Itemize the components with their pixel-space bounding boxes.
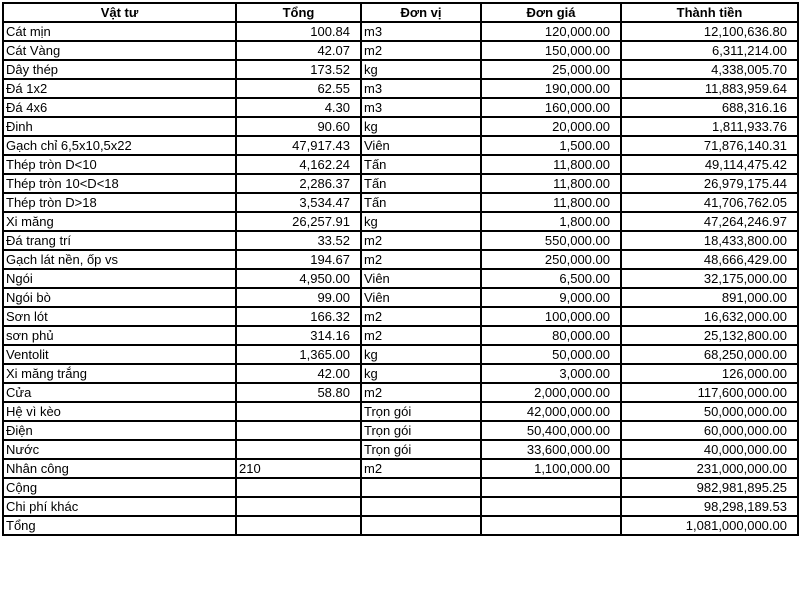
cell-amount[interactable]: 25,132,800.00	[621, 326, 798, 345]
table-row	[3, 231, 798, 250]
summary-amount[interactable]: 98,298,189.53	[621, 497, 798, 516]
header-item[interactable]: Vật tư	[3, 3, 236, 22]
cell-amount[interactable]: 12,100,636.80	[621, 22, 798, 41]
header-unit-price[interactable]: Đơn giá	[481, 3, 621, 22]
table-row	[3, 212, 798, 231]
table-row	[3, 155, 798, 174]
table-row	[3, 41, 798, 60]
cell-unit[interactable]: Tấn	[361, 193, 481, 212]
table-row	[3, 288, 798, 307]
table-row	[3, 79, 798, 98]
cell-total[interactable]: 47,917.43	[236, 136, 361, 155]
cell-amount[interactable]: 49,114,475.42	[621, 155, 798, 174]
summary-label[interactable]: Tổng	[3, 516, 236, 535]
cell-item[interactable]: Xi măng	[3, 212, 236, 231]
cell-amount[interactable]: 40,000,000.00	[621, 440, 798, 459]
cell-unit-price[interactable]: 150,000.00	[481, 41, 621, 60]
summary-amount[interactable]: 982,981,895.25	[621, 478, 798, 497]
cell-unit[interactable]: Viên	[361, 269, 481, 288]
table-row	[3, 421, 798, 440]
cell-total[interactable]: 173.52	[236, 60, 361, 79]
empty-cell[interactable]	[481, 478, 621, 497]
cell-total[interactable]: 166.32	[236, 307, 361, 326]
cell-total[interactable]	[236, 440, 361, 459]
table-row	[3, 307, 798, 326]
cell-unit-price[interactable]: 33,600,000.00	[481, 440, 621, 459]
empty-cell[interactable]	[236, 516, 361, 535]
cell-item[interactable]: Ngói bò	[3, 288, 236, 307]
cell-total[interactable]: 58.80	[236, 383, 361, 402]
cell-amount[interactable]: 68,250,000.00	[621, 345, 798, 364]
cell-total[interactable]: 26,257.91	[236, 212, 361, 231]
cell-unit-price[interactable]: 11,800.00	[481, 193, 621, 212]
summary-row	[3, 516, 798, 535]
table-row	[3, 269, 798, 288]
cell-unit[interactable]: kg	[361, 117, 481, 136]
cell-unit[interactable]: m2	[361, 231, 481, 250]
table-row	[3, 250, 798, 269]
cell-total[interactable]	[236, 402, 361, 421]
cell-unit-price[interactable]: 160,000.00	[481, 98, 621, 117]
cell-unit[interactable]: Tấn	[361, 155, 481, 174]
cell-item[interactable]: Cát mịn	[3, 22, 236, 41]
cell-item[interactable]: Xi măng trắng	[3, 364, 236, 383]
cell-unit[interactable]: Viên	[361, 136, 481, 155]
cell-unit[interactable]: Viên	[361, 288, 481, 307]
table-row	[3, 136, 798, 155]
cell-unit[interactable]: m2	[361, 307, 481, 326]
cell-amount[interactable]: 11,883,959.64	[621, 79, 798, 98]
cell-total[interactable]: 42.00	[236, 364, 361, 383]
cell-unit-price[interactable]: 50,400,000.00	[481, 421, 621, 440]
header-amount[interactable]: Thành tiền	[621, 3, 798, 22]
cell-amount[interactable]: 71,876,140.31	[621, 136, 798, 155]
cell-unit-price[interactable]: 9,000.00	[481, 288, 621, 307]
cell-amount[interactable]: 891,000.00	[621, 288, 798, 307]
cell-amount[interactable]: 688,316.16	[621, 98, 798, 117]
summary-label[interactable]: Chi phí khác	[3, 497, 236, 516]
cell-total[interactable]: 100.84	[236, 22, 361, 41]
cell-item[interactable]: Đá trang trí	[3, 231, 236, 250]
cell-amount[interactable]: 32,175,000.00	[621, 269, 798, 288]
table-row	[3, 459, 798, 478]
cell-total[interactable]: 4,950.00	[236, 269, 361, 288]
table-row	[3, 440, 798, 459]
empty-cell[interactable]	[236, 497, 361, 516]
cell-amount[interactable]: 16,632,000.00	[621, 307, 798, 326]
cell-unit[interactable]: m3	[361, 98, 481, 117]
cell-unit[interactable]: Trọn gói	[361, 402, 481, 421]
cell-item[interactable]: Dây thép	[3, 60, 236, 79]
cell-item[interactable]: Cửa	[3, 383, 236, 402]
cell-unit[interactable]: kg	[361, 212, 481, 231]
cell-unit-price[interactable]: 2,000,000.00	[481, 383, 621, 402]
table-body	[3, 22, 798, 535]
table-row	[3, 174, 798, 193]
cell-amount[interactable]: 18,433,800.00	[621, 231, 798, 250]
cell-unit-price[interactable]: 1,100,000.00	[481, 459, 621, 478]
cell-unit[interactable]: kg	[361, 364, 481, 383]
cell-item[interactable]: Ngói	[3, 269, 236, 288]
summary-row	[3, 478, 798, 497]
table-row	[3, 98, 798, 117]
cell-unit-price[interactable]: 11,800.00	[481, 174, 621, 193]
cell-amount[interactable]: 48,666,429.00	[621, 250, 798, 269]
cell-amount[interactable]: 41,706,762.05	[621, 193, 798, 212]
cell-total[interactable]: 4.30	[236, 98, 361, 117]
cell-unit[interactable]: kg	[361, 60, 481, 79]
cell-unit-price[interactable]: 100,000.00	[481, 307, 621, 326]
table-row	[3, 117, 798, 136]
cell-total[interactable]: 2,286.37	[236, 174, 361, 193]
cell-unit[interactable]: Trọn gói	[361, 440, 481, 459]
cell-unit-price[interactable]: 6,500.00	[481, 269, 621, 288]
cell-item[interactable]: Gạch chỉ 6,5x10,5x22	[3, 136, 236, 155]
table-row	[3, 345, 798, 364]
cell-item[interactable]: Thép tròn 10<D<18	[3, 174, 236, 193]
cell-unit[interactable]: m2	[361, 250, 481, 269]
cell-total[interactable]: 99.00	[236, 288, 361, 307]
table-row	[3, 326, 798, 345]
cell-unit[interactable]: Tấn	[361, 174, 481, 193]
cell-item[interactable]: Đá 4x6	[3, 98, 236, 117]
cell-item[interactable]: Sơn lót	[3, 307, 236, 326]
cell-unit-price[interactable]: 80,000.00	[481, 326, 621, 345]
cell-item[interactable]: Đinh	[3, 117, 236, 136]
cell-unit-price[interactable]: 25,000.00	[481, 60, 621, 79]
cell-item[interactable]: Hệ vì kèo	[3, 402, 236, 421]
cell-total[interactable]: 42.07	[236, 41, 361, 60]
cell-unit-price[interactable]: 190,000.00	[481, 79, 621, 98]
header-row	[3, 3, 798, 22]
summary-amount[interactable]: 1,081,000,000.00	[621, 516, 798, 535]
cell-amount[interactable]: 117,600,000.00	[621, 383, 798, 402]
cell-total[interactable]: 314.16	[236, 326, 361, 345]
cell-total[interactable]: 210	[236, 459, 361, 478]
summary-label[interactable]: Cộng	[3, 478, 236, 497]
table-row	[3, 364, 798, 383]
cell-unit-price[interactable]: 250,000.00	[481, 250, 621, 269]
cell-item[interactable]: Nước	[3, 440, 236, 459]
cell-amount[interactable]: 26,979,175.44	[621, 174, 798, 193]
cell-item[interactable]: sơn phủ	[3, 326, 236, 345]
table-row	[3, 22, 798, 41]
cell-unit[interactable]: m3	[361, 22, 481, 41]
cell-total[interactable]: 194.67	[236, 250, 361, 269]
cell-item[interactable]: Nhân công	[3, 459, 236, 478]
cell-item[interactable]: Điện	[3, 421, 236, 440]
cell-item[interactable]: Đá 1x2	[3, 79, 236, 98]
table-row	[3, 383, 798, 402]
cell-item[interactable]: Ventolit	[3, 345, 236, 364]
cell-item[interactable]: Cát Vàng	[3, 41, 236, 60]
cell-amount[interactable]: 126,000.00	[621, 364, 798, 383]
materials-table	[2, 2, 799, 536]
cell-total[interactable]	[236, 421, 361, 440]
cell-unit-price[interactable]: 1,500.00	[481, 136, 621, 155]
cell-total[interactable]: 1,365.00	[236, 345, 361, 364]
cell-unit[interactable]: m2	[361, 383, 481, 402]
cell-unit[interactable]: m2	[361, 326, 481, 345]
cell-item[interactable]: Thép tròn D<10	[3, 155, 236, 174]
empty-cell[interactable]	[361, 478, 481, 497]
cell-total[interactable]: 90.60	[236, 117, 361, 136]
cell-unit[interactable]: m2	[361, 459, 481, 478]
cell-unit-price[interactable]: 42,000,000.00	[481, 402, 621, 421]
cell-unit-price[interactable]: 50,000.00	[481, 345, 621, 364]
cell-total[interactable]: 62.55	[236, 79, 361, 98]
cell-unit[interactable]: kg	[361, 345, 481, 364]
empty-cell[interactable]	[361, 497, 481, 516]
table-row	[3, 60, 798, 79]
cell-unit-price[interactable]: 11,800.00	[481, 155, 621, 174]
table-row	[3, 193, 798, 212]
cell-unit-price[interactable]: 1,800.00	[481, 212, 621, 231]
table-row	[3, 402, 798, 421]
cell-amount[interactable]: 4,338,005.70	[621, 60, 798, 79]
cell-amount[interactable]: 47,264,246.97	[621, 212, 798, 231]
cell-amount[interactable]: 60,000,000.00	[621, 421, 798, 440]
cell-unit-price[interactable]: 20,000.00	[481, 117, 621, 136]
cell-unit[interactable]: m2	[361, 41, 481, 60]
cell-unit[interactable]: Trọn gói	[361, 421, 481, 440]
cell-total[interactable]: 3,534.47	[236, 193, 361, 212]
empty-cell[interactable]	[481, 497, 621, 516]
summary-row	[3, 497, 798, 516]
empty-cell[interactable]	[361, 516, 481, 535]
empty-cell[interactable]	[481, 516, 621, 535]
cell-item[interactable]: Thép tròn D>18	[3, 193, 236, 212]
cell-amount[interactable]: 1,811,933.76	[621, 117, 798, 136]
cell-unit-price[interactable]: 3,000.00	[481, 364, 621, 383]
cell-amount[interactable]: 6,311,214.00	[621, 41, 798, 60]
cell-item[interactable]: Gạch lát nền, ốp vs	[3, 250, 236, 269]
header-total[interactable]: Tổng	[236, 3, 361, 22]
cell-total[interactable]: 33.52	[236, 231, 361, 250]
header-unit[interactable]: Đơn vị	[361, 3, 481, 22]
cell-amount[interactable]: 231,000,000.00	[621, 459, 798, 478]
cell-unit[interactable]: m3	[361, 79, 481, 98]
cell-unit-price[interactable]: 550,000.00	[481, 231, 621, 250]
cell-amount[interactable]: 50,000,000.00	[621, 402, 798, 421]
cell-unit-price[interactable]: 120,000.00	[481, 22, 621, 41]
empty-cell[interactable]	[236, 478, 361, 497]
cell-total[interactable]: 4,162.24	[236, 155, 361, 174]
